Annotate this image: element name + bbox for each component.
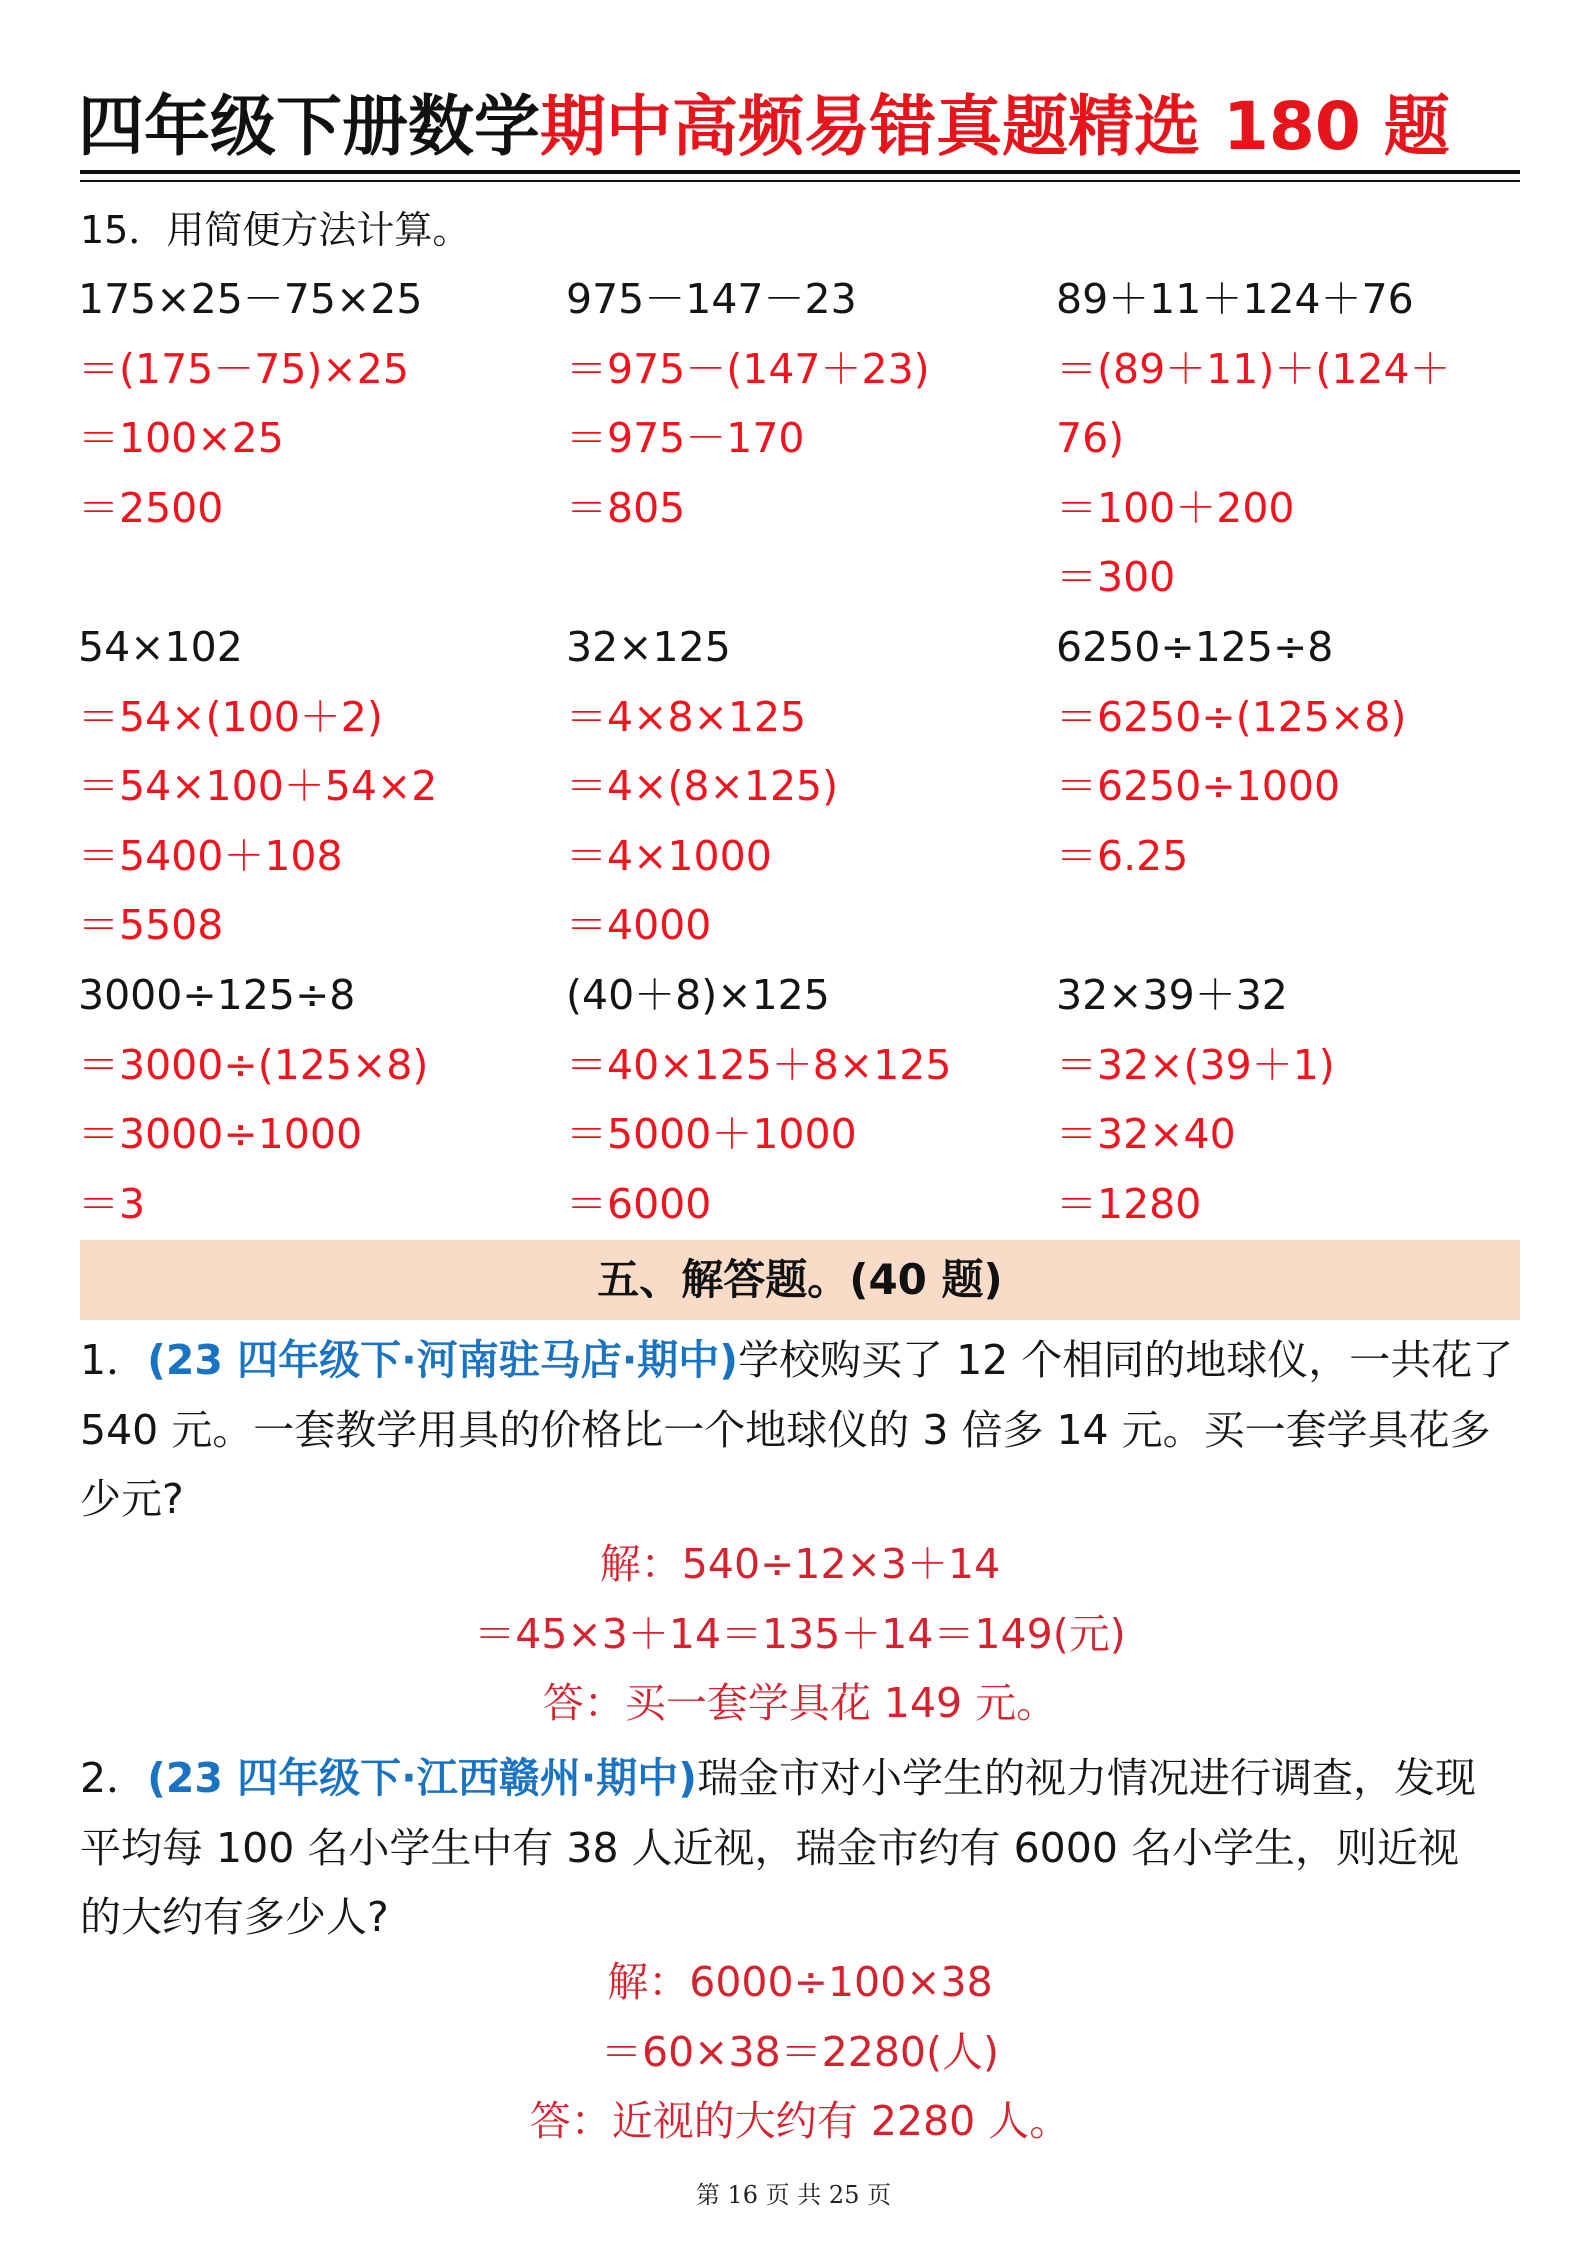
calc-problem: 54×102 bbox=[78, 623, 243, 671]
calc-step: ＝805 bbox=[566, 483, 686, 532]
calc-step: ＝5000＋1000 bbox=[566, 1110, 857, 1158]
calc-block bbox=[566, 265, 930, 543]
calc-step: ＝3 bbox=[78, 1179, 146, 1228]
calc-step: ＝975－170 bbox=[566, 414, 805, 462]
title-highlight-part: 期中高频易错真题精选 180 题 bbox=[540, 88, 1450, 165]
problem-line: 的大约有多少人? bbox=[80, 1893, 389, 1941]
calc-step: ＝4×(8×125) bbox=[566, 762, 839, 810]
calc-step: ＝4000 bbox=[566, 901, 712, 949]
problem-source: (23 四年级下·江西赣州·期中) bbox=[147, 1754, 698, 1802]
calc-block bbox=[1056, 265, 1451, 613]
problem-line: 平均每 100 名小学生中有 38 人近视，瑞金市约有 6000 名小学生，则近视 bbox=[80, 1823, 1459, 1872]
calc-step: ＝5400＋108 bbox=[78, 831, 343, 880]
title-underline-thick bbox=[80, 170, 1520, 174]
calc-step: ＝54×100＋54×2 bbox=[78, 762, 438, 810]
calc-problem: (40＋8)×125 bbox=[566, 971, 830, 1019]
calc-step: ＝300 bbox=[1056, 553, 1176, 601]
problem-line: 少元? bbox=[80, 1475, 184, 1523]
question-15-heading: 15．用简便方法计算。 bbox=[80, 208, 471, 252]
page-footer: 第 16 页 共 25 页 bbox=[695, 2181, 892, 2209]
calc-problem: 175×25－75×25 bbox=[78, 275, 423, 323]
word-problem bbox=[80, 1326, 1520, 1535]
calc-step: ＝4×8×125 bbox=[566, 692, 807, 741]
section-banner: 五、解答题。(40 题) bbox=[80, 1240, 1520, 1320]
problem-line bbox=[80, 1744, 1520, 1814]
calc-block bbox=[1056, 613, 1406, 891]
answer-line: 答：近视的大约有 2280 人。 bbox=[529, 2097, 1071, 2145]
calc-step: ＝32×40 bbox=[1056, 1110, 1236, 1158]
answer-block bbox=[80, 1948, 1520, 2157]
calc-block bbox=[1056, 961, 1335, 1239]
calc-step: ＝54×(100＋2) bbox=[78, 692, 383, 741]
problem-line bbox=[80, 1326, 1520, 1396]
problem-text: 学校购买了 12 个相同的地球仪，一共花了 bbox=[738, 1336, 1514, 1384]
answer-line: 答：买一套学具花 149 元。 bbox=[542, 1679, 1058, 1727]
answer-line: 解：540÷12×3＋14 bbox=[599, 1540, 1001, 1588]
calc-step: ＝100×25 bbox=[78, 414, 284, 462]
problem-number: 1． bbox=[80, 1336, 148, 1384]
answer-block bbox=[80, 1530, 1520, 1739]
calc-problem: 32×125 bbox=[566, 623, 731, 671]
calc-problem: 32×39＋32 bbox=[1056, 971, 1288, 1019]
problem-number: 2． bbox=[80, 1754, 148, 1802]
calc-block bbox=[78, 961, 428, 1239]
calc-block bbox=[566, 961, 951, 1239]
calc-step: ＝6250÷(125×8) bbox=[1056, 692, 1407, 741]
calc-block bbox=[78, 265, 422, 543]
problem-source: (23 四年级下·河南驻马店·期中) bbox=[147, 1336, 739, 1384]
title-underline-thin bbox=[80, 180, 1520, 182]
page-title bbox=[78, 82, 1450, 172]
calc-problem: 6250÷125÷8 bbox=[1056, 623, 1334, 671]
calc-step: ＝2500 bbox=[78, 483, 224, 532]
calc-step: 76) bbox=[1056, 414, 1125, 462]
calc-block bbox=[78, 613, 437, 961]
calc-step: ＝4×1000 bbox=[566, 831, 772, 880]
calc-step: ＝(175－75)×25 bbox=[78, 344, 409, 393]
calc-block bbox=[566, 613, 838, 961]
answer-line: ＝45×3＋14＝135＋14＝149(元) bbox=[474, 1609, 1126, 1658]
problem-text: 瑞金市对小学生的视力情况进行调查，发现 bbox=[697, 1754, 1477, 1802]
calc-step: ＝32×(39＋1) bbox=[1056, 1040, 1335, 1089]
calc-step: ＝(89＋11)＋(124＋ bbox=[1056, 344, 1451, 393]
calc-step: ＝100＋200 bbox=[1056, 483, 1295, 532]
calc-step: ＝6.25 bbox=[1056, 831, 1189, 880]
answer-line: 解：6000÷100×38 bbox=[607, 1958, 993, 2006]
calc-step: ＝3000÷(125×8) bbox=[78, 1040, 429, 1089]
calc-problem: 975－147－23 bbox=[566, 275, 857, 323]
calc-step: ＝6000 bbox=[566, 1179, 712, 1228]
calc-step: ＝6250÷1000 bbox=[1056, 762, 1341, 810]
calc-step: ＝5508 bbox=[78, 901, 224, 949]
calc-step: ＝1280 bbox=[1056, 1179, 1202, 1228]
calc-step: ＝975－(147＋23) bbox=[566, 344, 930, 393]
problem-line: 540 元。一套教学用具的价格比一个地球仪的 3 倍多 14 元。买一套学具花多 bbox=[80, 1405, 1491, 1454]
word-problem bbox=[80, 1744, 1520, 1953]
calc-step: ＝3000÷1000 bbox=[78, 1110, 363, 1158]
calc-problem: 3000÷125÷8 bbox=[78, 971, 356, 1019]
calc-step: ＝40×125＋8×125 bbox=[566, 1040, 952, 1089]
answer-line: ＝60×38＝2280(人) bbox=[600, 2027, 1000, 2076]
calc-problem: 89＋11＋124＋76 bbox=[1056, 275, 1414, 323]
title-grade-part: 四年级下册数学 bbox=[78, 88, 540, 165]
